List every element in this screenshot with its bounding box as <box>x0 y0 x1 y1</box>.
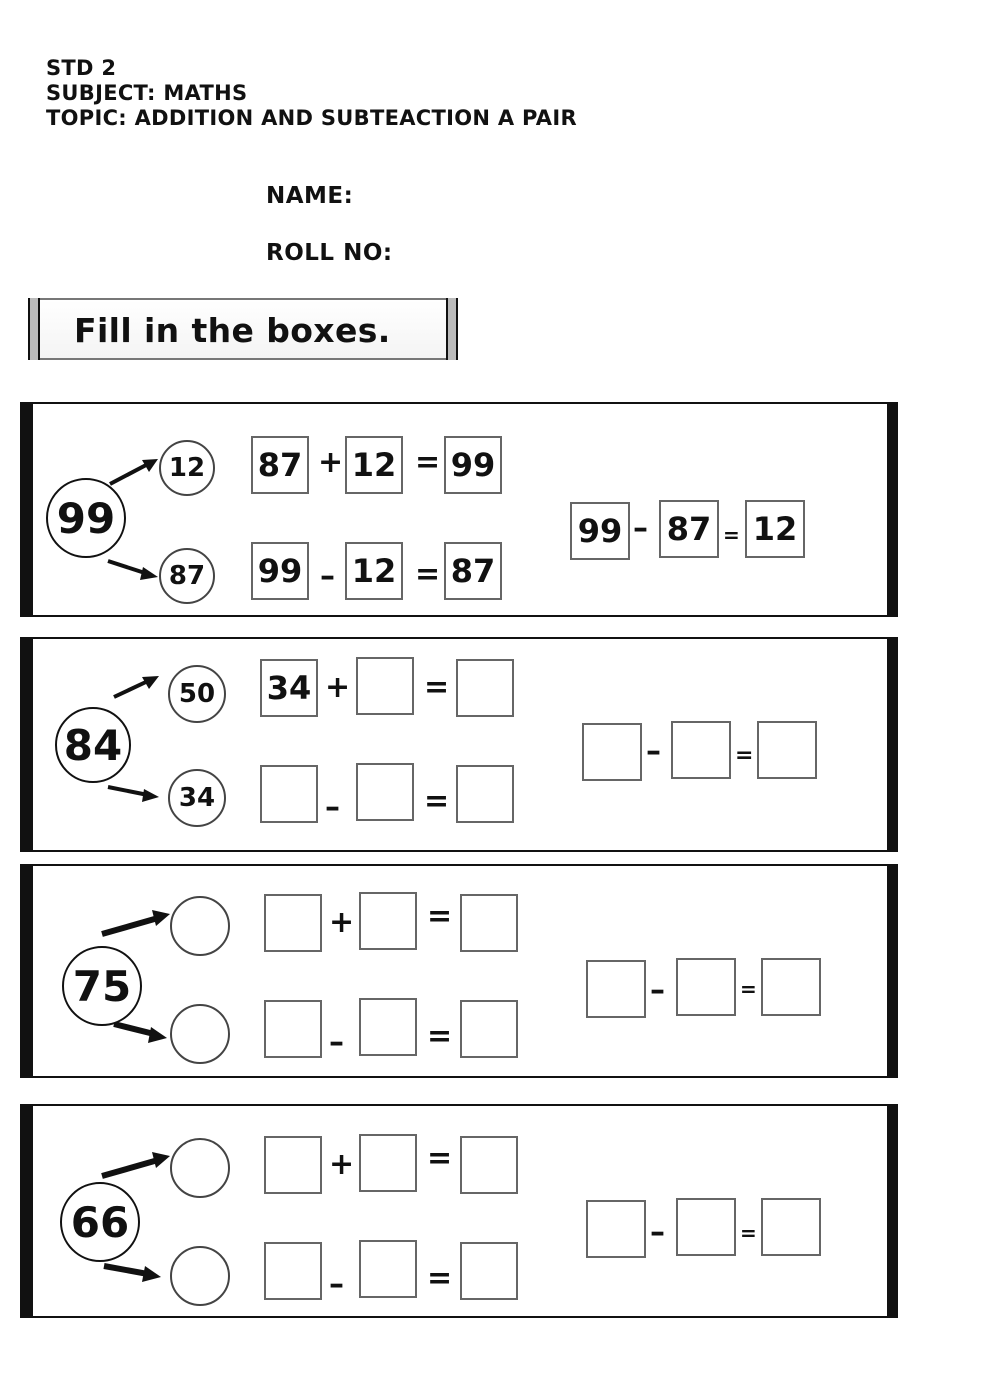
addition-box-result[interactable] <box>460 1136 518 1194</box>
minus-sign: – <box>325 790 340 825</box>
equals-sign: = <box>740 1221 757 1245</box>
equals-sign: = <box>415 445 441 480</box>
part-circle-top <box>170 1138 230 1198</box>
equals-sign: = <box>427 1141 453 1176</box>
roll-no-field-label: ROLL NO: <box>266 240 393 266</box>
whole-number-circle: 84 <box>55 707 131 783</box>
check-box-b[interactable] <box>676 1198 736 1256</box>
addition-box-result[interactable] <box>460 894 518 952</box>
subtraction-box-result[interactable] <box>460 1000 518 1058</box>
check-box-result[interactable] <box>757 721 817 779</box>
minus-sign: – <box>650 973 665 1008</box>
check-box-a[interactable] <box>586 960 646 1018</box>
check-box-result[interactable]: 12 <box>745 500 805 558</box>
check-box-a[interactable] <box>586 1200 646 1258</box>
part-circle-top: 50 <box>168 665 226 723</box>
grade-label: STD 2 <box>46 56 117 80</box>
minus-sign: – <box>650 1215 665 1250</box>
part-circle-bottom <box>170 1004 230 1064</box>
addition-box-a[interactable] <box>264 1136 322 1194</box>
instruction-text: Fill in the boxes. <box>74 311 391 350</box>
check-box-b[interactable]: 87 <box>659 500 719 558</box>
equals-sign: = <box>427 899 453 934</box>
whole-number-circle: 99 <box>46 478 126 558</box>
plus-sign: + <box>325 670 351 705</box>
subtraction-box-a[interactable]: 99 <box>251 542 309 600</box>
topic-label: TOPIC: ADDITION AND SUBTEACTION A PAIR <box>46 106 577 130</box>
subtraction-box-b[interactable] <box>359 998 417 1056</box>
whole-number-circle: 66 <box>60 1182 140 1262</box>
check-box-a[interactable] <box>582 723 642 781</box>
problem-panel-2 <box>20 637 898 852</box>
subtraction-box-b[interactable] <box>356 763 414 821</box>
subtraction-box-result[interactable] <box>460 1242 518 1300</box>
subtraction-box-a[interactable] <box>264 1000 322 1058</box>
part-circle-bottom: 87 <box>159 548 215 604</box>
subtraction-box-result[interactable] <box>456 765 514 823</box>
addition-box-result[interactable]: 99 <box>444 436 502 494</box>
worksheet-header <box>46 56 577 131</box>
equals-sign: = <box>735 743 754 768</box>
subtraction-box-result[interactable]: 87 <box>444 542 502 600</box>
check-box-b[interactable] <box>671 721 731 779</box>
problem-panel-1 <box>20 402 898 617</box>
minus-sign: – <box>320 559 335 594</box>
addition-box-b[interactable] <box>356 657 414 715</box>
minus-sign: – <box>329 1025 344 1060</box>
subtraction-box-a[interactable] <box>260 765 318 823</box>
check-box-result[interactable] <box>761 1198 821 1256</box>
problem-panel-4 <box>20 1104 898 1318</box>
plus-sign: + <box>329 1147 355 1182</box>
equals-sign: = <box>740 977 757 1001</box>
part-circle-top <box>170 896 230 956</box>
equals-sign: = <box>424 670 450 705</box>
subject-label: SUBJECT: MATHS <box>46 81 248 105</box>
equals-sign: = <box>723 523 740 547</box>
minus-sign: – <box>633 511 648 546</box>
whole-number-circle: 75 <box>62 946 142 1026</box>
addition-box-result[interactable] <box>456 659 514 717</box>
equals-sign: = <box>427 1261 453 1296</box>
part-circle-top: 12 <box>159 440 215 496</box>
addition-box-b[interactable] <box>359 892 417 950</box>
addition-box-b[interactable]: 12 <box>345 436 403 494</box>
addition-box-b[interactable] <box>359 1134 417 1192</box>
instruction-banner <box>28 298 458 360</box>
subtraction-box-b[interactable]: 12 <box>345 542 403 600</box>
equals-sign: = <box>424 784 450 819</box>
equals-sign: = <box>415 557 441 592</box>
check-box-a[interactable]: 99 <box>570 502 630 560</box>
addition-box-a[interactable]: 34 <box>260 659 318 717</box>
check-box-b[interactable] <box>676 958 736 1016</box>
minus-sign: – <box>329 1267 344 1302</box>
check-box-result[interactable] <box>761 958 821 1016</box>
plus-sign: + <box>318 445 344 480</box>
subtraction-box-a[interactable] <box>264 1242 322 1300</box>
part-circle-bottom: 34 <box>168 769 226 827</box>
minus-sign: – <box>646 734 661 769</box>
addition-box-a[interactable]: 87 <box>251 436 309 494</box>
name-field-label: NAME: <box>266 183 354 209</box>
subtraction-box-b[interactable] <box>359 1240 417 1298</box>
equals-sign: = <box>427 1019 453 1054</box>
problem-panel-3 <box>20 864 898 1078</box>
part-circle-bottom <box>170 1246 230 1306</box>
plus-sign: + <box>329 905 355 940</box>
addition-box-a[interactable] <box>264 894 322 952</box>
